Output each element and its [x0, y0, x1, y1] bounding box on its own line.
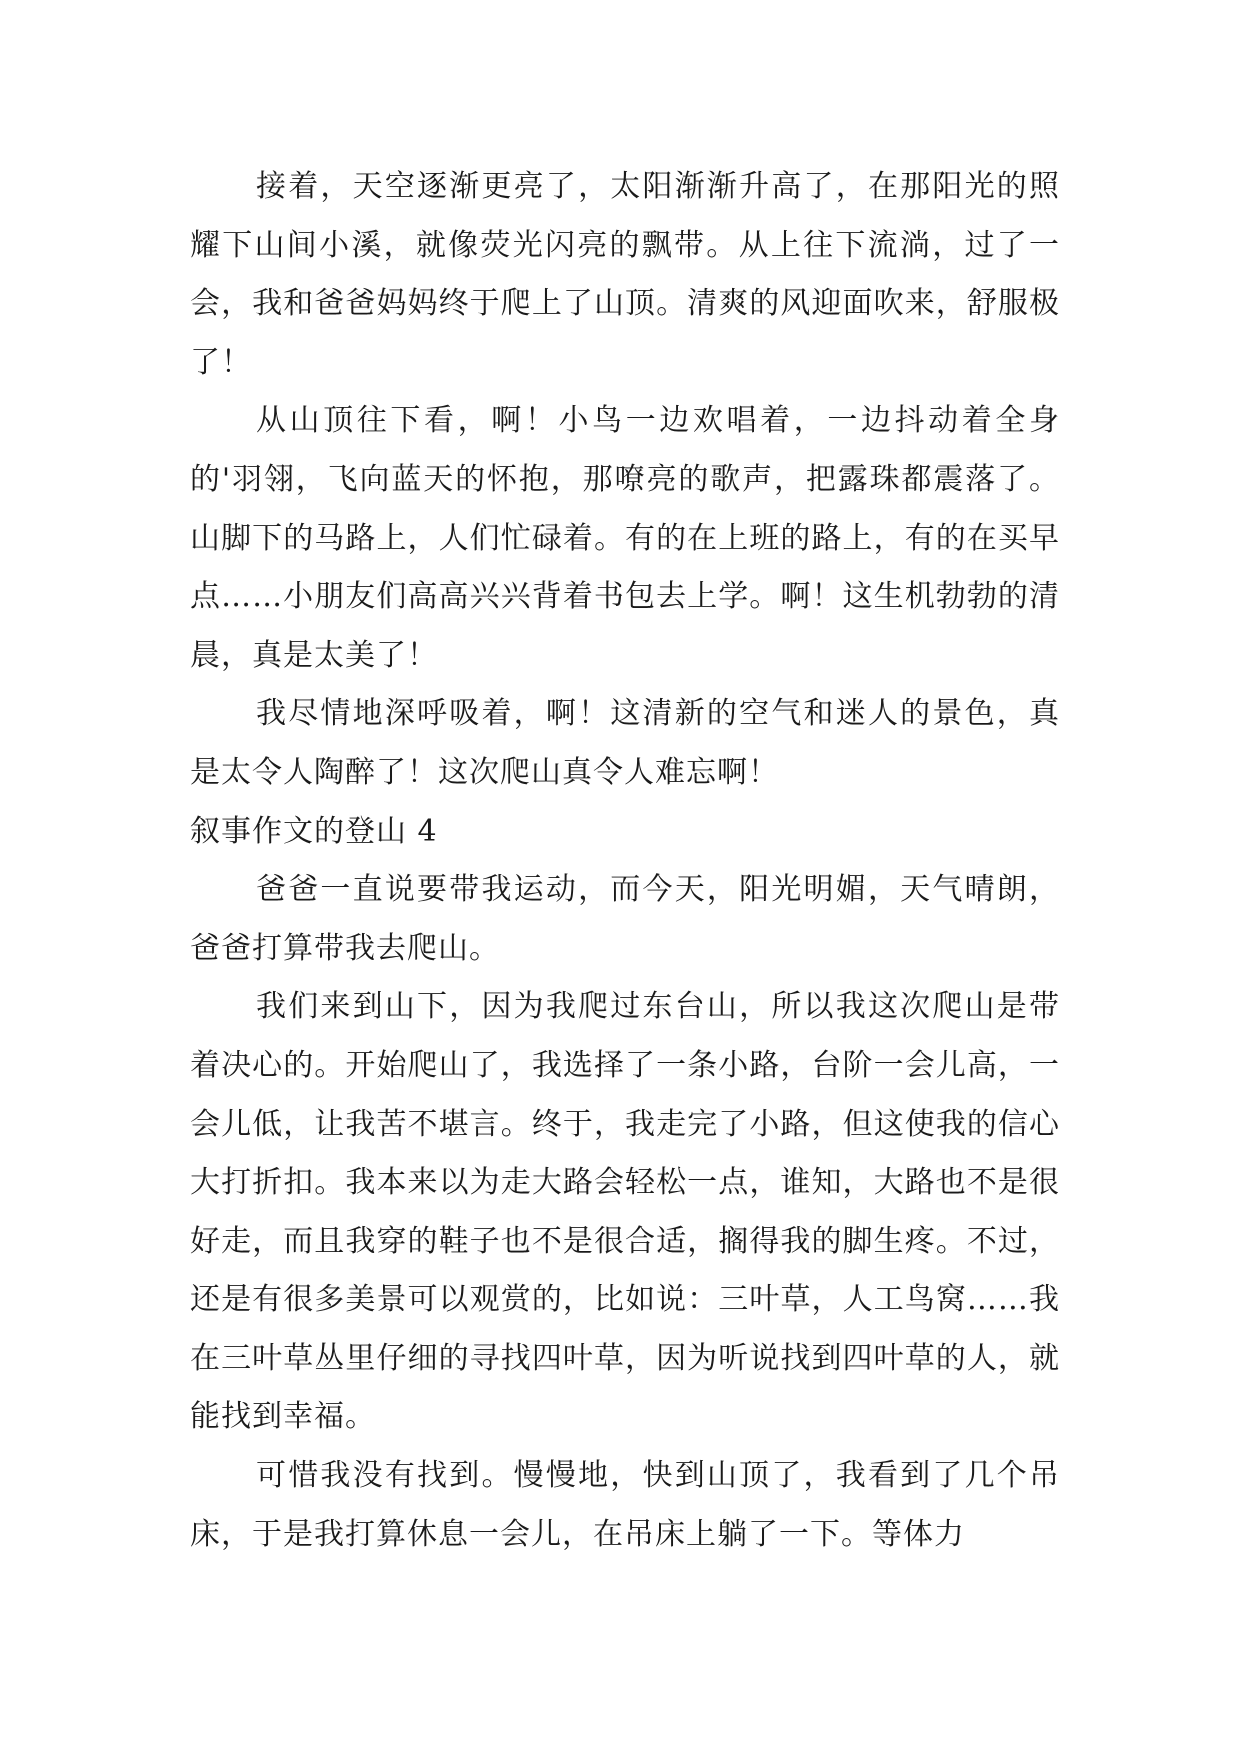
paragraph-3: 我尽情地深呼吸着，啊！这清新的空气和迷人的景色，真是太令人陶醉了！这次爬山真令人难忘啊！: [190, 696, 1060, 790]
document-body: [190, 158, 1060, 1564]
paragraph-1: 接着，天空逐渐更亮了，太阳渐渐升高了，在那阳光的照耀下山间小溪，就像荧光闪亮的飘带。从上往下流淌，过了一会，我和爸爸妈妈终于爬上了山顶。清爽的风迎面吹来，舒服极了！: [190, 169, 1060, 380]
paragraph-4: 爸爸一直说要带我运动，而今天，阳光明媚，天气晴朗，爸爸打算带我去爬山。: [190, 872, 1060, 966]
paragraph-5: 我们来到山下，因为我爬过东台山，所以我这次爬山是带着决心的。开始爬山了，我选择了一条小路，台阶一会儿高，一会儿低，让我苦不堪言。终于，我走完了小路，但这使我的信心大打折扣。我本来以为走大路会轻松一点，谁知，大路也不是很好走，而且我穿的鞋子也不是很合适，搁得我的脚生疼。不过，还是有很多美景可以观赏的，比如说：三叶草，人工鸟窝……我在三叶草丛里仔细的寻找四叶草，因为听说找到四叶草的人，就能找到幸福。: [190, 989, 1060, 1435]
paragraph-6: 可惜我没有找到。慢慢地，快到山顶了，我看到了几个吊床，于是我打算休息一会儿，在吊床上躺了一下。等体力: [190, 1458, 1060, 1552]
paragraph-2: 从山顶往下看，啊！小鸟一边欢唱着，一边抖动着全身的'羽翎，飞向蓝天的怀抱，那嘹亮的歌声，把露珠都震落了。山脚下的马路上，人们忙碌着。有的在上班的路上，有的在买早点……小朋友们高高兴兴背着书包去上学。啊！这生机勃勃的清晨，真是太美了！: [190, 403, 1060, 673]
section-title: 叙事作文的登山 4: [190, 813, 438, 849]
